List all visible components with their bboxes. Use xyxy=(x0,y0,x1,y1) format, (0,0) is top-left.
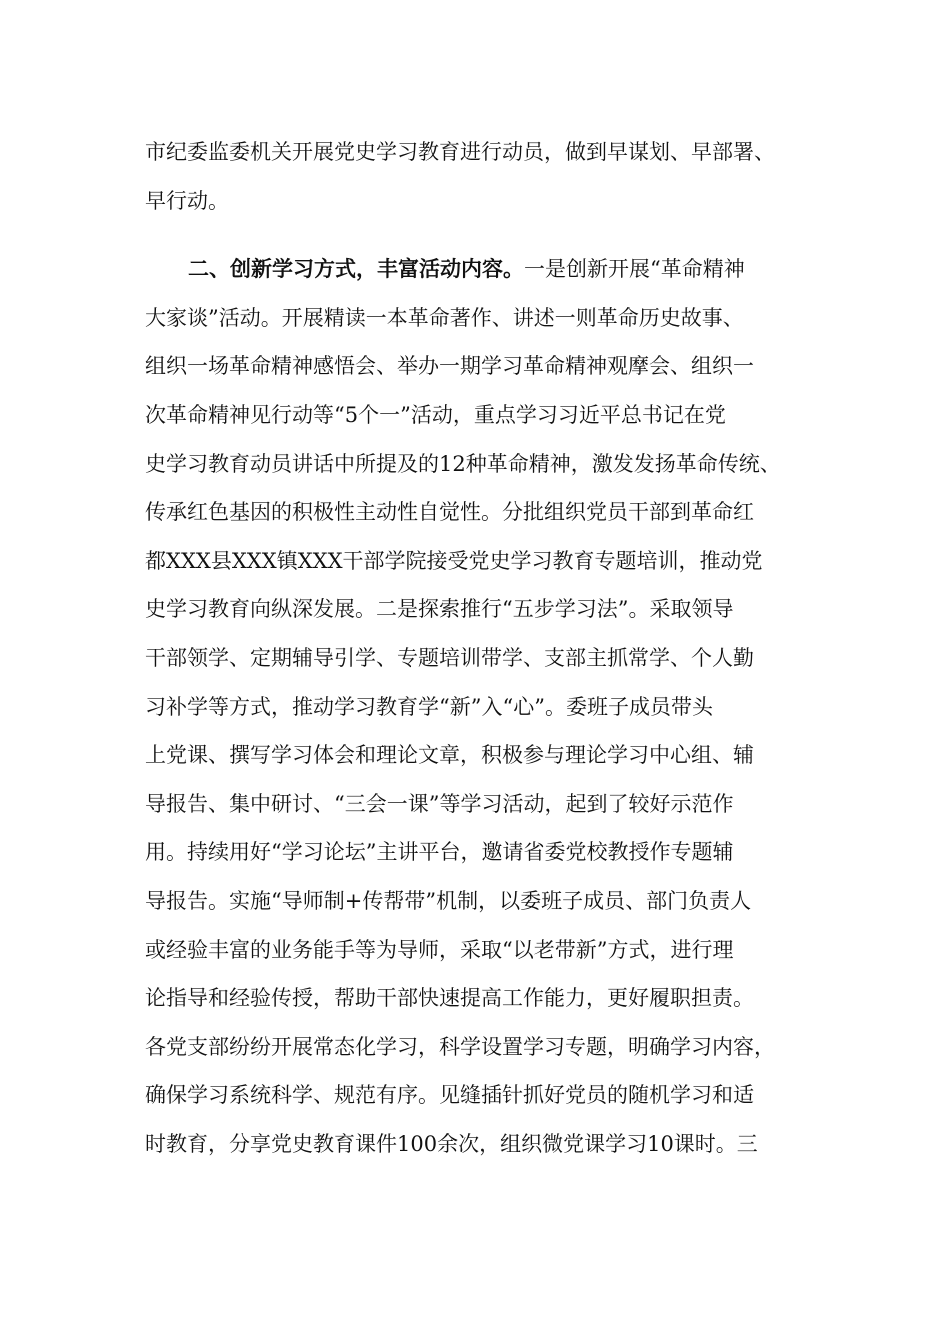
text-line: 传承红色基因的积极性主动性自觉性。分批组织党员干部到革命红 xyxy=(145,500,754,525)
text-line: 确保学习系统科学、规范有序。见缝插针抓好党员的随机学习和适 xyxy=(145,1083,754,1108)
section-heading: 二、创新学习方式，丰富活动内容。 xyxy=(188,256,524,282)
text-line: 市纪委监委机关开展党史学习教育进行动员，做到早谋划、早部署、 xyxy=(145,140,775,164)
text-line: 时教育，分享党史教育课件100余次，组织微党课学习10课时。三 xyxy=(145,1131,758,1156)
text-line: 干部领学、定期辅导引学、专题培训带学、支部主抓常学、个人勤 xyxy=(145,645,754,670)
text-line: 或经验丰富的业务能手等为导师，采取“以老带新”方式，进行理 xyxy=(145,937,734,962)
text-line: 导报告。实施“导师制+传帮带”机制，以委班子成员、部门负责人 xyxy=(145,888,752,913)
text-line: 早行动。 xyxy=(145,188,229,213)
text-line: 史学习教育动员讲话中所提及的12种革命精神，激发发扬革命传统、 xyxy=(145,451,781,476)
text-line: 都XXX县XXX镇XXX干部学院接受党史学习教育专题培训，推动党 xyxy=(145,548,763,573)
text-line: 论指导和经验传授，帮助干部快速提高工作能力，更好履职担责。 xyxy=(145,986,754,1011)
text-line-continuation: 一是创新开展“革命精神 xyxy=(524,257,745,282)
text-line: 史学习教育向纵深发展。二是探索推行“五步学习法”。采取领导 xyxy=(145,597,734,622)
text-line: 各党支部纷纷开展常态化学习，科学设置学习专题，明确学习内容， xyxy=(145,1034,775,1059)
text-line: 习补学等方式，推动学习教育学“新”入“心”。委班子成员带头 xyxy=(145,694,713,719)
text-line: 导报告、集中研讨、“三会一课”等学习活动，起到了较好示范作 xyxy=(145,791,734,816)
text-line: 组织一场革命精神感悟会、举办一期学习革命精神观摩会、组织一 xyxy=(145,354,754,379)
text-line: 上党课、撰写学习体会和理论文章，积极参与理论学习中心组、辅 xyxy=(145,743,754,768)
text-line: 用。持续用好“学习论坛”主讲平台，邀请省委党校教授作专题辅 xyxy=(145,840,734,865)
text-line: 次革命精神见行动等“5个一”活动，重点学习习近平总书记在党 xyxy=(145,402,726,427)
section-first-line xyxy=(145,245,810,294)
body-text xyxy=(145,128,810,1168)
text-line: 大家谈”活动。开展精读一本革命著作、讲述一则革命历史故事、 xyxy=(145,305,744,330)
